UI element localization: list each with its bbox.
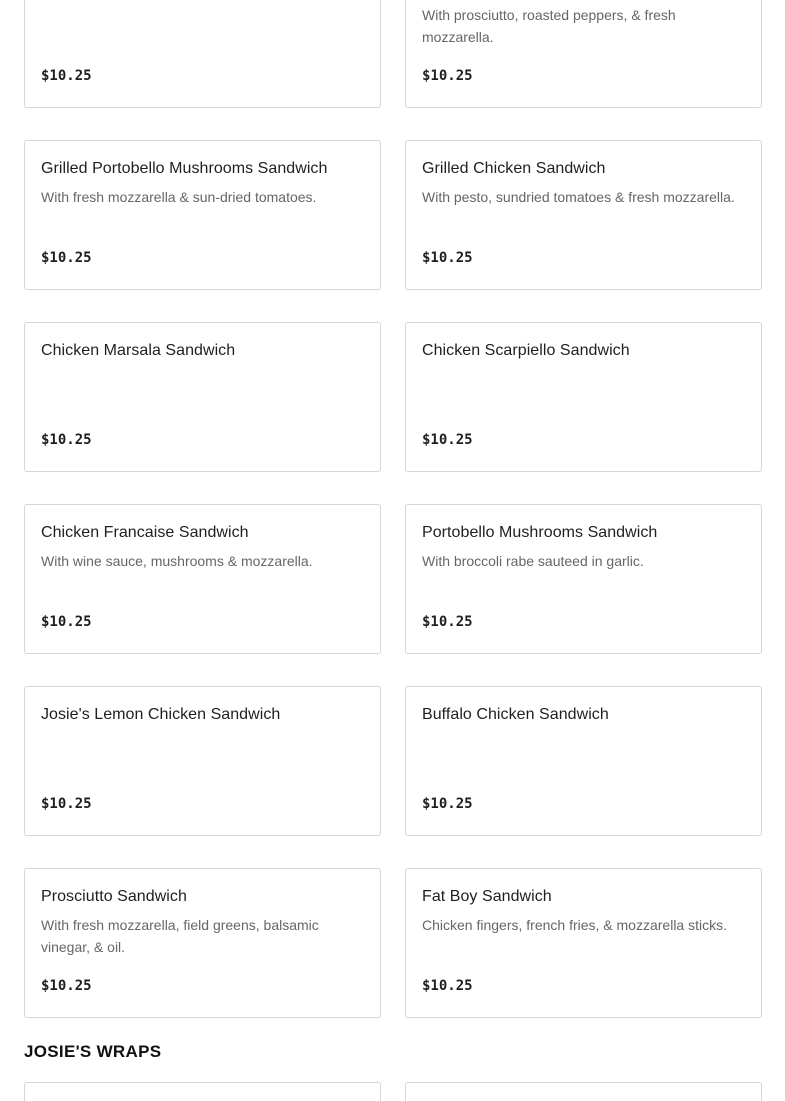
menu-item-price: $10.25: [422, 796, 473, 812]
menu-item-name: Portobello Mushrooms Sandwich: [422, 524, 658, 541]
menu-item-price: $10.25: [422, 614, 473, 630]
menu-item-card[interactable]: [405, 868, 762, 1018]
menu-item-description: With pesto, sundried tomatoes & fresh mozzarella.: [422, 189, 735, 205]
menu-item-name: Prosciutto Sandwich: [41, 888, 187, 905]
menu-item-card[interactable]: [405, 0, 762, 108]
menu-item-description: With broccoli rabe sauteed in garlic.: [422, 553, 644, 569]
section-title-wraps: JOSIE'S WRAPS: [24, 1042, 162, 1061]
menu-item-name: Chicken Scarpiello Sandwich: [422, 342, 630, 359]
menu-item-price: $10.25: [422, 68, 473, 84]
menu-item-card[interactable]: [24, 504, 381, 654]
menu-item-price: $10.25: [41, 68, 92, 84]
menu-item-card[interactable]: [24, 322, 381, 472]
menu-item-card[interactable]: [405, 322, 762, 472]
menu-item-name: Fat Boy Sandwich: [422, 888, 552, 905]
menu-item-description: With prosciutto, roasted peppers, & fresh mozzarella.: [422, 7, 676, 45]
menu-item-card[interactable]: [24, 868, 381, 1018]
menu-item-name: Buffalo Chicken Sandwich: [422, 706, 609, 723]
menu-item-name: Josie's Lemon Chicken Sandwich: [41, 706, 281, 723]
menu-item-name: Chicken Francaise Sandwich: [41, 524, 249, 541]
menu-item-card[interactable]: [405, 504, 762, 654]
menu-item-name: Chicken Marsala Sandwich: [41, 342, 236, 359]
menu-item-name: Grilled Portobello Mushrooms Sandwich: [41, 160, 328, 177]
menu-item-name: Grilled Chicken Sandwich: [422, 160, 606, 177]
menu-item-price: $10.25: [41, 250, 92, 266]
menu-item-card[interactable]: [24, 1082, 381, 1101]
menu-item-card[interactable]: [405, 1082, 762, 1101]
menu-item-description: With fresh mozzarella, field greens, balsamic vinegar, & oil.: [41, 917, 319, 955]
menu-item-price: $10.25: [41, 432, 92, 448]
menu-item-price: $10.25: [41, 796, 92, 812]
menu-item-price: $10.25: [422, 432, 473, 448]
menu-item-price: $10.25: [422, 978, 473, 994]
menu-item-description: Chicken fingers, french fries, & mozzarella sticks.: [422, 917, 727, 933]
menu-item-description: With wine sauce, mushrooms & mozzarella.: [41, 553, 313, 569]
menu-item-card[interactable]: [24, 686, 381, 836]
menu-item-description: With fresh mozzarella & sun-dried tomatoes.: [41, 189, 317, 205]
menu-item-card[interactable]: [24, 0, 381, 108]
menu-item-card[interactable]: [405, 140, 762, 290]
menu-item-price: $10.25: [41, 614, 92, 630]
menu-item-card[interactable]: [24, 140, 381, 290]
menu-item-card[interactable]: [405, 686, 762, 836]
menu-item-price: $10.25: [41, 978, 92, 994]
menu-item-price: $10.25: [422, 250, 473, 266]
